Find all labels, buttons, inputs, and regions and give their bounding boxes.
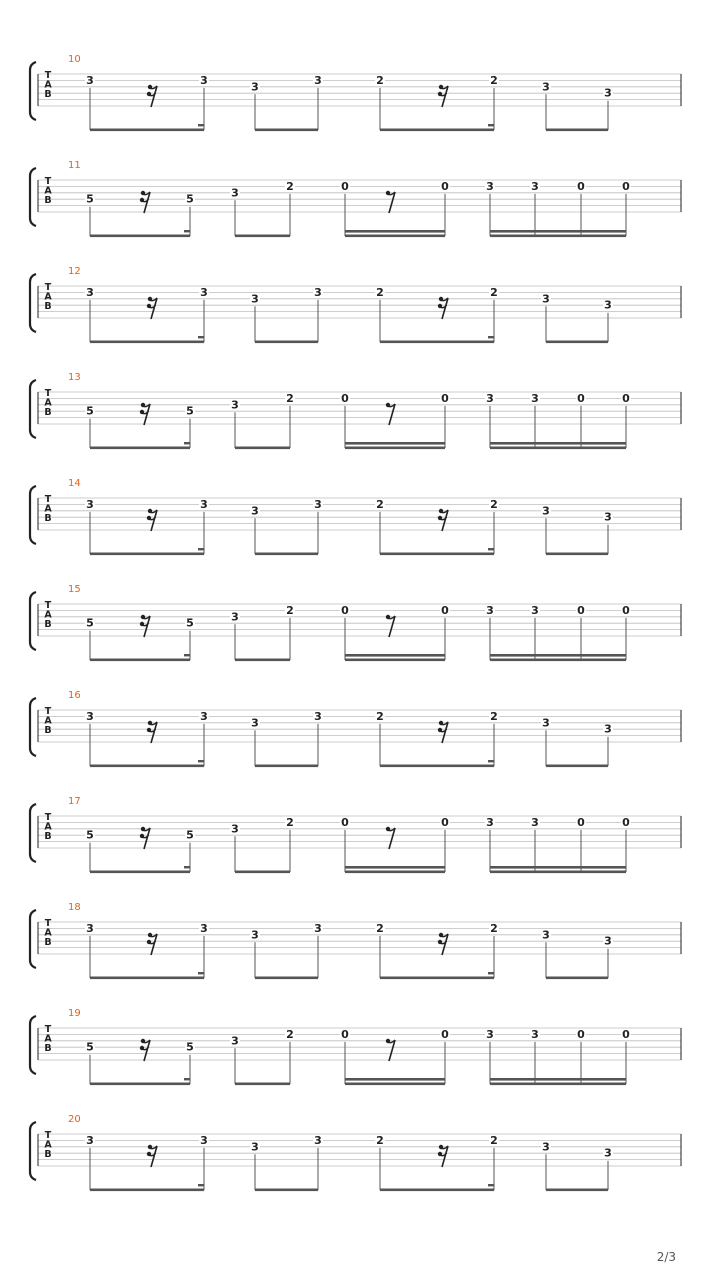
system-bracket xyxy=(30,168,36,226)
fret-number: 0 xyxy=(341,391,349,405)
fret-number: 5 xyxy=(86,616,94,630)
tab-clef-letter: B xyxy=(44,512,52,524)
sixteenth-rest xyxy=(140,615,150,637)
fret-number: 3 xyxy=(486,1027,494,1041)
beam xyxy=(345,442,445,445)
tab-system xyxy=(30,690,681,767)
measure-number: 19 xyxy=(68,1008,81,1019)
beam-stub xyxy=(198,1184,204,1186)
tab-clef-letter: T xyxy=(44,600,52,611)
tab-system xyxy=(30,796,681,873)
tab-clef-letter: T xyxy=(44,706,52,717)
fret-number: 0 xyxy=(622,603,630,617)
beam-stub xyxy=(488,124,494,126)
fret-number: 0 xyxy=(441,603,449,617)
tab-clef-letter: B xyxy=(44,406,52,418)
beam xyxy=(490,230,626,233)
tab-system xyxy=(30,54,681,131)
fret-number: 3 xyxy=(251,716,259,730)
beam xyxy=(255,977,318,980)
beam xyxy=(90,447,190,450)
tab-clef-letter: A xyxy=(44,291,52,303)
fret-number: 3 xyxy=(531,1027,539,1041)
system-bracket xyxy=(30,698,36,756)
fret-number: 2 xyxy=(286,391,294,405)
fret-number: 3 xyxy=(251,504,259,518)
beam-stub xyxy=(488,1184,494,1186)
fret-number: 3 xyxy=(231,186,239,200)
tab-clef-letter: A xyxy=(44,821,52,833)
fret-number: 3 xyxy=(86,497,94,511)
sixteenth-rest xyxy=(147,297,157,319)
fret-number: 5 xyxy=(86,828,94,842)
fret-number: 3 xyxy=(486,603,494,617)
beam xyxy=(345,654,445,657)
fret-number: 5 xyxy=(186,192,194,206)
fret-number: 0 xyxy=(577,391,585,405)
fret-number: 3 xyxy=(200,709,208,723)
beam xyxy=(235,659,290,662)
beam xyxy=(235,1083,290,1086)
beam-stub xyxy=(184,1078,190,1080)
fret-number: 3 xyxy=(604,722,612,736)
measure-number: 20 xyxy=(68,1114,81,1125)
fret-number: 0 xyxy=(441,815,449,829)
fret-number: 3 xyxy=(231,398,239,412)
beam xyxy=(90,659,190,662)
sixteenth-rest xyxy=(147,85,157,107)
fret-number: 0 xyxy=(441,1027,449,1041)
tab-clef-letter: T xyxy=(44,1130,52,1141)
fret-number: 3 xyxy=(314,497,322,511)
system-bracket xyxy=(30,1016,36,1074)
beam xyxy=(490,1078,626,1081)
fret-number: 3 xyxy=(251,292,259,306)
fret-number: 5 xyxy=(86,404,94,418)
tab-clef-letter: A xyxy=(44,1139,52,1151)
fret-number: 3 xyxy=(231,610,239,624)
fret-number: 3 xyxy=(604,86,612,100)
tab-system xyxy=(30,372,681,449)
tab-clef-letter: B xyxy=(44,724,52,736)
beam xyxy=(380,977,494,980)
fret-number: 3 xyxy=(200,497,208,511)
measure-number: 10 xyxy=(68,54,81,65)
tab-clef-letter: A xyxy=(44,927,52,939)
sixteenth-rest xyxy=(438,721,448,743)
fret-number: 2 xyxy=(376,921,384,935)
fret-number: 3 xyxy=(200,285,208,299)
fret-number: 3 xyxy=(200,73,208,87)
fret-number: 2 xyxy=(286,815,294,829)
fret-number: 3 xyxy=(86,73,94,87)
fret-number: 2 xyxy=(490,285,498,299)
beam xyxy=(345,230,445,233)
beam xyxy=(235,235,290,238)
beam xyxy=(546,765,608,768)
fret-number: 2 xyxy=(490,921,498,935)
beam xyxy=(255,129,318,132)
measure-number: 14 xyxy=(68,478,81,489)
fret-number: 3 xyxy=(531,391,539,405)
beam xyxy=(490,866,626,869)
fret-number: 3 xyxy=(314,285,322,299)
beam xyxy=(490,871,626,874)
sixteenth-rest xyxy=(140,191,150,213)
sixteenth-rest xyxy=(438,509,448,531)
fret-number: 3 xyxy=(486,815,494,829)
fret-number: 0 xyxy=(577,603,585,617)
measure-number: 11 xyxy=(68,160,81,171)
fret-number: 5 xyxy=(86,1040,94,1054)
system-bracket xyxy=(30,274,36,332)
measure-number: 18 xyxy=(68,902,81,913)
beam xyxy=(345,866,445,869)
fret-number: 3 xyxy=(604,510,612,524)
beam xyxy=(380,129,494,132)
fret-number: 3 xyxy=(531,179,539,193)
fret-number: 3 xyxy=(86,285,94,299)
fret-number: 0 xyxy=(341,179,349,193)
fret-number: 0 xyxy=(341,603,349,617)
fret-number: 3 xyxy=(542,1140,550,1154)
beam-stub xyxy=(198,760,204,762)
tab-clef-letter: A xyxy=(44,1033,52,1045)
measure-number: 13 xyxy=(68,372,81,383)
tab-clef-letter: B xyxy=(44,194,52,206)
beam xyxy=(345,871,445,874)
tab-system xyxy=(30,160,681,237)
tab-system xyxy=(30,1008,681,1085)
fret-number: 5 xyxy=(186,828,194,842)
fret-number: 3 xyxy=(542,292,550,306)
tab-clef-letter: T xyxy=(44,388,52,399)
tab-system xyxy=(30,584,681,661)
fret-number: 2 xyxy=(376,1133,384,1147)
beam xyxy=(90,1189,204,1192)
beam xyxy=(235,871,290,874)
measure-number: 17 xyxy=(68,796,81,807)
beam-stub xyxy=(184,442,190,444)
beam-stub xyxy=(488,972,494,974)
beam xyxy=(90,871,190,874)
fret-number: 2 xyxy=(376,285,384,299)
beam xyxy=(345,1083,445,1086)
beam xyxy=(380,765,494,768)
tab-clef-letter: B xyxy=(44,300,52,312)
sixteenth-rest xyxy=(147,509,157,531)
tab-clef-letter: T xyxy=(44,176,52,187)
fret-number: 3 xyxy=(314,709,322,723)
fret-number: 0 xyxy=(622,391,630,405)
eighth-rest xyxy=(386,403,395,425)
tab-clef-letter: B xyxy=(44,1042,52,1054)
system-bracket xyxy=(30,910,36,968)
beam xyxy=(345,235,445,238)
tab-clef-letter: A xyxy=(44,185,52,197)
measure-number: 16 xyxy=(68,690,81,701)
system-bracket xyxy=(30,1122,36,1180)
beam xyxy=(380,1189,494,1192)
sixteenth-rest xyxy=(147,933,157,955)
fret-number: 0 xyxy=(577,1027,585,1041)
beam xyxy=(380,341,494,344)
fret-number: 3 xyxy=(314,73,322,87)
tab-clef-letter: A xyxy=(44,79,52,91)
fret-number: 0 xyxy=(441,391,449,405)
fret-number: 0 xyxy=(341,815,349,829)
beam-stub xyxy=(488,548,494,550)
beam xyxy=(345,1078,445,1081)
sixteenth-rest xyxy=(147,1145,157,1167)
fret-number: 5 xyxy=(186,404,194,418)
page-number: 2/3 xyxy=(656,1250,676,1264)
beam xyxy=(490,1083,626,1086)
fret-number: 5 xyxy=(186,1040,194,1054)
tab-clef-letter: A xyxy=(44,609,52,621)
beam xyxy=(90,341,204,344)
fret-number: 3 xyxy=(486,179,494,193)
fret-number: 2 xyxy=(376,73,384,87)
sixteenth-rest xyxy=(147,721,157,743)
beam-stub xyxy=(488,760,494,762)
sixteenth-rest xyxy=(438,85,448,107)
beam-stub xyxy=(184,654,190,656)
beam xyxy=(490,442,626,445)
fret-number: 2 xyxy=(490,73,498,87)
beam xyxy=(345,659,445,662)
fret-number: 5 xyxy=(186,616,194,630)
fret-number: 0 xyxy=(622,1027,630,1041)
tab-clef-letter: T xyxy=(44,1024,52,1035)
tab-clef-letter: B xyxy=(44,88,52,100)
beam xyxy=(546,341,608,344)
fret-number: 0 xyxy=(622,815,630,829)
beam xyxy=(546,977,608,980)
beam xyxy=(546,553,608,556)
fret-number: 3 xyxy=(200,921,208,935)
fret-number: 3 xyxy=(531,603,539,617)
beam xyxy=(255,1189,318,1192)
sixteenth-rest xyxy=(438,1145,448,1167)
tab-system xyxy=(30,478,681,555)
beam xyxy=(255,553,318,556)
beam xyxy=(255,341,318,344)
tab-clef-letter: B xyxy=(44,618,52,630)
fret-number: 5 xyxy=(86,192,94,206)
fret-number: 3 xyxy=(231,822,239,836)
tab-clef-letter: B xyxy=(44,830,52,842)
tab-clef-letter: T xyxy=(44,494,52,505)
fret-number: 3 xyxy=(542,928,550,942)
tab-clef-letter: T xyxy=(44,918,52,929)
beam-stub xyxy=(198,124,204,126)
fret-number: 3 xyxy=(251,928,259,942)
tab-system xyxy=(30,266,681,343)
fret-number: 3 xyxy=(604,1146,612,1160)
fret-number: 2 xyxy=(376,709,384,723)
fret-number: 3 xyxy=(604,298,612,312)
beam xyxy=(90,977,204,980)
fret-number: 2 xyxy=(490,1133,498,1147)
beam-stub xyxy=(488,336,494,338)
tab-clef-letter: T xyxy=(44,812,52,823)
eighth-rest xyxy=(386,191,395,213)
fret-number: 3 xyxy=(604,934,612,948)
eighth-rest xyxy=(386,827,395,849)
fret-number: 3 xyxy=(531,815,539,829)
beam xyxy=(546,129,608,132)
beam-stub xyxy=(198,336,204,338)
tab-clef-letter: B xyxy=(44,1148,52,1160)
tab-clef-letter: T xyxy=(44,282,52,293)
beam xyxy=(90,129,204,132)
fret-number: 3 xyxy=(86,709,94,723)
sixteenth-rest xyxy=(140,827,150,849)
system-bracket xyxy=(30,486,36,544)
beam xyxy=(345,447,445,450)
tab-system xyxy=(30,902,681,979)
fret-number: 0 xyxy=(577,179,585,193)
fret-number: 2 xyxy=(286,179,294,193)
beam xyxy=(490,235,626,238)
tab-clef-letter: A xyxy=(44,397,52,409)
fret-number: 3 xyxy=(542,504,550,518)
fret-number: 2 xyxy=(286,1027,294,1041)
measure-number: 15 xyxy=(68,584,81,595)
fret-number: 2 xyxy=(286,603,294,617)
sixteenth-rest xyxy=(438,297,448,319)
beam-stub xyxy=(184,230,190,232)
fret-number: 0 xyxy=(441,179,449,193)
fret-number: 2 xyxy=(490,709,498,723)
beam xyxy=(490,654,626,657)
fret-number: 3 xyxy=(486,391,494,405)
fret-number: 0 xyxy=(622,179,630,193)
fret-number: 3 xyxy=(314,921,322,935)
beam-stub xyxy=(184,866,190,868)
eighth-rest xyxy=(386,615,395,637)
sixteenth-rest xyxy=(438,933,448,955)
fret-number: 0 xyxy=(577,815,585,829)
fret-number: 3 xyxy=(251,1140,259,1154)
system-bracket xyxy=(30,592,36,650)
beam xyxy=(90,1083,190,1086)
beam xyxy=(546,1189,608,1192)
fret-number: 2 xyxy=(376,497,384,511)
beam xyxy=(255,765,318,768)
beam xyxy=(235,447,290,450)
sixteenth-rest xyxy=(140,403,150,425)
beam xyxy=(90,553,204,556)
tab-clef-letter: T xyxy=(44,70,52,81)
fret-number: 2 xyxy=(490,497,498,511)
fret-number: 3 xyxy=(86,921,94,935)
system-bracket xyxy=(30,62,36,120)
fret-number: 3 xyxy=(542,716,550,730)
measure-number: 12 xyxy=(68,266,81,277)
fret-number: 3 xyxy=(200,1133,208,1147)
fret-number: 3 xyxy=(314,1133,322,1147)
tab-clef-letter: A xyxy=(44,503,52,515)
sixteenth-rest xyxy=(140,1039,150,1061)
fret-number: 3 xyxy=(86,1133,94,1147)
system-bracket xyxy=(30,380,36,438)
beam-stub xyxy=(198,548,204,550)
tab-system xyxy=(30,1114,681,1191)
fret-number: 3 xyxy=(231,1034,239,1048)
beam xyxy=(490,659,626,662)
beam xyxy=(380,553,494,556)
system-bracket xyxy=(30,804,36,862)
beam xyxy=(90,765,204,768)
beam xyxy=(490,447,626,450)
tab-clef-letter: B xyxy=(44,936,52,948)
fret-number: 3 xyxy=(542,80,550,94)
beam xyxy=(90,235,190,238)
beam-stub xyxy=(198,972,204,974)
tab-clef-letter: A xyxy=(44,715,52,727)
fret-number: 3 xyxy=(251,80,259,94)
eighth-rest xyxy=(386,1039,395,1061)
fret-number: 0 xyxy=(341,1027,349,1041)
